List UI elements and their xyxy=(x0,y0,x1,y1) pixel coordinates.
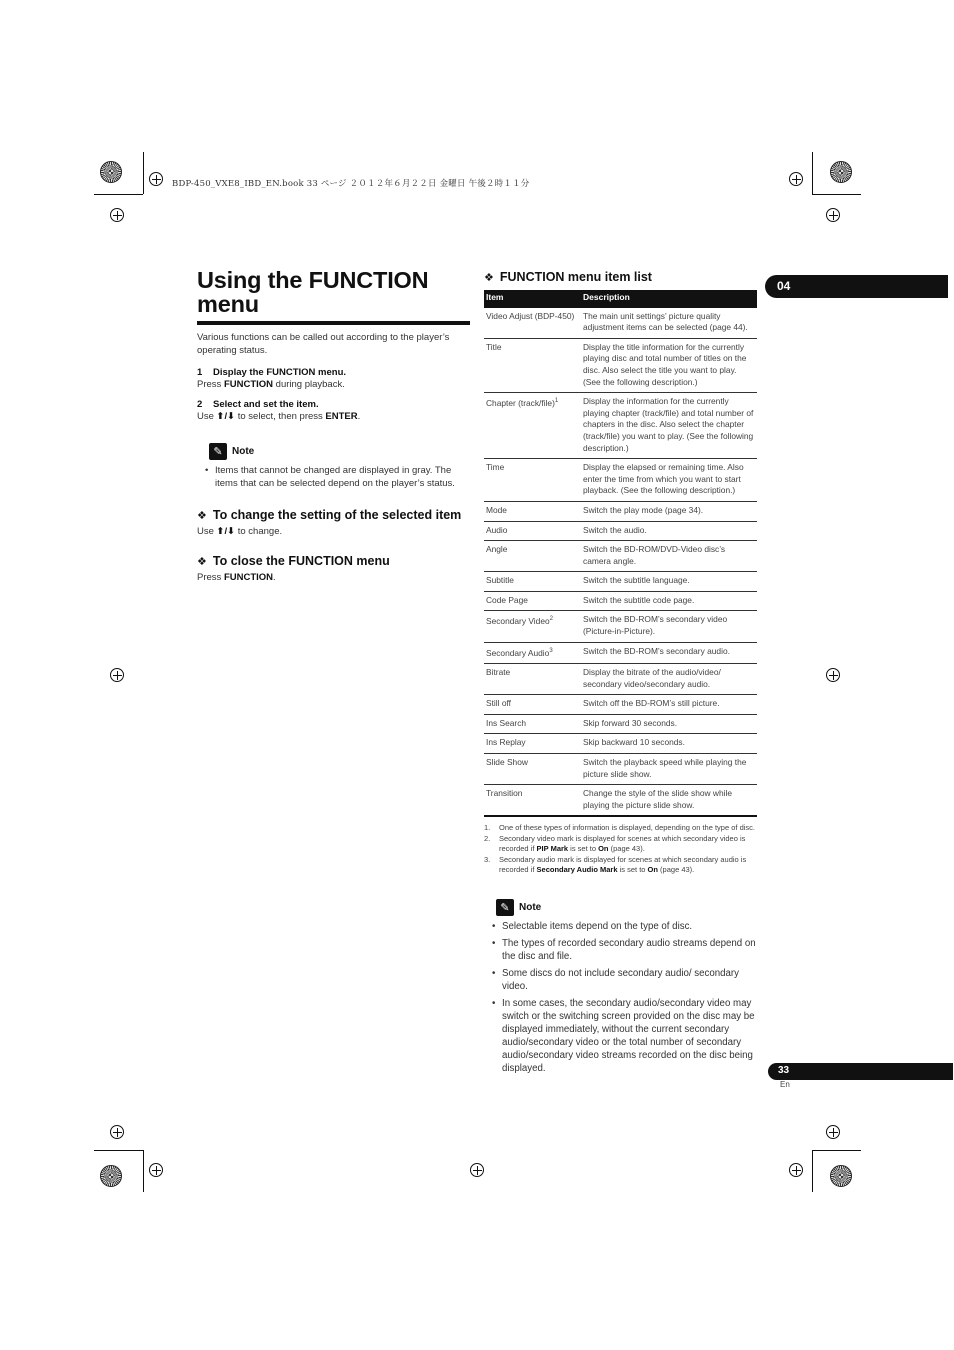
column-header-item: Item xyxy=(484,290,581,308)
key-label: FUNCTION xyxy=(223,572,274,583)
step-text: . xyxy=(357,411,361,422)
left-column xyxy=(197,268,470,584)
footnote-number: 1. xyxy=(484,823,491,833)
crop-mark xyxy=(143,1150,144,1192)
step-1-heading xyxy=(197,367,470,378)
page-language: En xyxy=(780,1080,790,1089)
table-row xyxy=(484,541,757,572)
diamond-bullet-icon: ❖ xyxy=(197,510,207,522)
table-row xyxy=(484,459,757,502)
step-title: Display the FUNCTION menu. xyxy=(213,367,347,378)
item-cell xyxy=(484,541,581,572)
item-name: Angle xyxy=(486,544,508,555)
table-row xyxy=(484,664,757,695)
note-box xyxy=(496,899,757,1075)
note-label: Note xyxy=(519,902,542,914)
footnotes xyxy=(484,823,757,875)
close-menu-section xyxy=(197,552,470,584)
item-cell xyxy=(484,393,581,459)
item-cell xyxy=(484,695,581,715)
registration-sunburst-icon xyxy=(830,161,852,183)
item-cell xyxy=(484,521,581,541)
description-cell: Switch the subtitle code page. xyxy=(581,591,757,611)
item-name: Ins Search xyxy=(486,717,527,728)
item-cell xyxy=(484,785,581,817)
item-name: Bitrate xyxy=(486,667,511,678)
item-name: Secondary Video xyxy=(486,616,550,627)
note-box xyxy=(209,443,470,490)
crop-mark xyxy=(94,1150,143,1151)
item-cell xyxy=(484,611,581,642)
note-item: • The types of recorded secondary audio streams depend on the disc and file. xyxy=(496,937,757,963)
item-cell xyxy=(484,664,581,695)
crop-mark xyxy=(812,152,813,194)
table-row xyxy=(484,338,757,392)
note-item: • Some discs do not include secondary audio/ secondary video. xyxy=(496,967,757,993)
function-menu-table xyxy=(484,290,757,817)
crop-mark xyxy=(143,152,144,194)
body-text: . xyxy=(273,572,276,583)
item-cell xyxy=(484,714,581,734)
note-list xyxy=(209,464,470,490)
key-label: ENTER xyxy=(325,411,358,422)
body-text: to change. xyxy=(235,526,283,537)
section-title: To close the FUNCTION menu xyxy=(212,554,390,568)
crosshair-target-icon xyxy=(110,668,124,682)
registration-sunburst-icon xyxy=(100,1165,122,1187)
footnote-text: is set to xyxy=(617,865,648,875)
section-title: FUNCTION menu item list xyxy=(499,270,652,284)
step-number: 2 xyxy=(197,399,203,410)
footnote-text: Secondary audio mark is displayed for scenes at which secondary audio is recorded if xyxy=(499,854,747,875)
registration-sunburst-icon xyxy=(830,1165,852,1187)
item-cell xyxy=(484,572,581,592)
table-row xyxy=(484,642,757,663)
table-row xyxy=(484,611,757,642)
crop-mark xyxy=(812,1150,861,1151)
item-name: Still off xyxy=(486,698,511,709)
table-row xyxy=(484,695,757,715)
table-row xyxy=(484,572,757,592)
footnote-item xyxy=(484,855,757,876)
crosshair-target-icon xyxy=(789,1163,803,1177)
item-name: Transition xyxy=(486,788,523,799)
item-cell xyxy=(484,734,581,754)
key-label: FUNCTION xyxy=(223,379,274,390)
step-text: Use xyxy=(197,411,217,422)
description-cell: The main unit settings’ picture quality adjustment items can be selected (page 44). xyxy=(581,308,757,339)
step-text: to select, then press xyxy=(235,411,326,422)
section-body xyxy=(197,525,470,538)
page-number-tab: 33 xyxy=(768,1063,953,1080)
step-text: Press xyxy=(197,379,224,390)
item-cell xyxy=(484,501,581,521)
crosshair-target-icon xyxy=(110,208,124,222)
description-cell: Skip backward 10 seconds. xyxy=(581,734,757,754)
description-cell: Switch the BD-ROM’s secondary video (Picture-in-Picture). xyxy=(581,611,757,642)
footnote-text: Secondary video mark is displayed for scenes at which secondary video is recorded if xyxy=(499,833,746,854)
page-title: Using the FUNCTION menu xyxy=(197,268,470,325)
footnote-number: 2. xyxy=(484,833,491,843)
description-cell: Skip forward 30 seconds. xyxy=(581,714,757,734)
crosshair-target-icon xyxy=(110,1125,124,1139)
section-heading xyxy=(197,552,470,571)
crosshair-target-icon xyxy=(826,668,840,682)
description-cell: Change the style of the slide show while playing the picture slide show. xyxy=(581,785,757,817)
item-name: Time xyxy=(486,462,505,473)
description-cell: Display the elapsed or remaining time. Also enter the time from which you want to start playback. (See the following description.) xyxy=(581,459,757,502)
description-cell: Switch the subtitle language. xyxy=(581,572,757,592)
footnote-ref: 2 xyxy=(549,616,553,623)
description-cell: Switch the BD-ROM/DVD-Video disc’s camera angle. xyxy=(581,541,757,572)
intro-text: Various functions can be called out according to the player’s operating status. xyxy=(197,332,450,356)
item-name: Audio xyxy=(486,524,508,535)
item-name: Title xyxy=(486,341,502,352)
table-row xyxy=(484,591,757,611)
footnote-text: One of these types of information is displayed, depending on the type of disc. xyxy=(499,823,755,833)
crosshair-target-icon xyxy=(826,1125,840,1139)
table-row xyxy=(484,393,757,459)
table-row xyxy=(484,754,757,785)
footnote-ref: 3 xyxy=(549,647,553,654)
step-text: during playback. xyxy=(273,379,345,390)
crop-mark xyxy=(812,194,861,195)
note-heading xyxy=(496,899,757,916)
note-item: • Items that cannot be changed are displayed in gray. The items that can be selected depend on the player’s status. xyxy=(209,464,470,490)
item-list-heading xyxy=(484,270,757,284)
table-row xyxy=(484,785,757,817)
crosshair-target-icon xyxy=(149,1163,163,1177)
item-name: Chapter (track/file) xyxy=(486,397,555,408)
description-cell: Switch the audio. xyxy=(581,521,757,541)
crosshair-target-icon xyxy=(789,172,803,186)
description-cell: Switch the BD-ROM’s secondary audio. xyxy=(581,642,757,663)
step-1-body xyxy=(197,378,470,391)
footnote-item xyxy=(484,834,757,855)
body-text: Press xyxy=(197,572,224,583)
pencil-note-icon: ✎ xyxy=(209,443,227,460)
description-cell: Display the bitrate of the audio/video/ secondary video/secondary audio. xyxy=(581,664,757,695)
pencil-note-icon: ✎ xyxy=(496,899,514,916)
item-cell xyxy=(484,308,581,339)
section-title: To change the setting of the selected item xyxy=(212,508,462,522)
note-list xyxy=(496,920,757,1075)
setting-label: PIP Mark xyxy=(536,844,569,854)
step-2-body xyxy=(197,410,470,423)
note-heading xyxy=(209,443,470,460)
up-down-arrow-icon: ⬆/⬇ xyxy=(216,526,236,537)
item-name: Video Adjust (BDP-450) xyxy=(486,310,575,321)
table-row xyxy=(484,734,757,754)
chapter-tab: 04 xyxy=(765,275,948,298)
description-cell: Switch the playback speed while playing the picture slide show. xyxy=(581,754,757,785)
registration-sunburst-icon xyxy=(100,161,122,183)
footnote-number: 3. xyxy=(484,854,491,864)
crop-mark xyxy=(812,1150,813,1192)
up-down-arrow-icon: ⬆/⬇ xyxy=(216,411,236,422)
note-label: Note xyxy=(232,446,255,457)
crosshair-target-icon xyxy=(826,208,840,222)
section-body xyxy=(197,571,470,584)
item-cell xyxy=(484,459,581,502)
item-name: Code Page xyxy=(486,594,528,605)
crosshair-target-icon xyxy=(470,1163,484,1177)
description-cell: Display the information for the currently playing chapter (track/file) and total number of chapters in the disc. Also select the chapter (track/file) you want to play. (See the following description.) xyxy=(581,393,757,459)
diamond-bullet-icon: ❖ xyxy=(197,556,207,568)
description-cell: Display the title information for the currently playing disc and total number of titles on the disc. Also select the title you want to play. (See the following description.) xyxy=(581,338,757,392)
step-2-heading xyxy=(197,399,470,410)
footnote-item xyxy=(484,823,757,833)
table-header-row xyxy=(484,290,757,308)
item-name: Ins Replay xyxy=(486,737,526,748)
description-cell: Switch the play mode (page 34). xyxy=(581,501,757,521)
setting-label: Secondary Audio Mark xyxy=(536,865,618,875)
setting-label: On xyxy=(647,865,658,875)
table-row xyxy=(484,308,757,339)
crosshair-target-icon xyxy=(149,172,163,186)
setting-label: On xyxy=(598,844,609,854)
description-cell: Switch off the BD-ROM’s still picture. xyxy=(581,695,757,715)
crop-mark xyxy=(94,194,143,195)
step-title: Select and set the item. xyxy=(213,399,319,410)
step-number: 1 xyxy=(197,367,203,378)
item-cell xyxy=(484,754,581,785)
item-cell xyxy=(484,591,581,611)
note-item: • In some cases, the secondary audio/secondary video may switch or the switching screen provided on the disc may be displayed immediately, without the current secondary audio/secondary video or the total number of secondary audio/secondary video streams recorded on the disc being displayed. xyxy=(496,997,757,1075)
table-body xyxy=(484,308,757,817)
note-item: • Selectable items depend on the type of disc. xyxy=(496,920,757,933)
footnote-text: (page 43). xyxy=(657,865,695,875)
item-name: Subtitle xyxy=(486,575,514,586)
table-row xyxy=(484,714,757,734)
change-setting-section xyxy=(197,506,470,538)
item-cell xyxy=(484,642,581,663)
right-column xyxy=(484,270,757,1075)
footnote-ref: 1 xyxy=(554,398,559,405)
column-header-description: Description xyxy=(581,290,757,308)
footnote-text: is set to xyxy=(568,844,599,854)
print-header: BDP-450_VXE8_IBD_EN.book 33 ページ ２０１２年６月２２日 金曜日 午後２時１１分 xyxy=(172,179,530,189)
item-name: Slide Show xyxy=(486,757,528,768)
diamond-bullet-icon: ❖ xyxy=(484,272,494,284)
body-text: Use xyxy=(197,526,217,537)
section-heading xyxy=(197,506,470,525)
item-name: Mode xyxy=(486,504,507,515)
footnote-text: (page 43). xyxy=(608,844,645,854)
item-name: Secondary Audio xyxy=(486,647,550,658)
table-row xyxy=(484,501,757,521)
table-row xyxy=(484,521,757,541)
item-cell xyxy=(484,338,581,392)
